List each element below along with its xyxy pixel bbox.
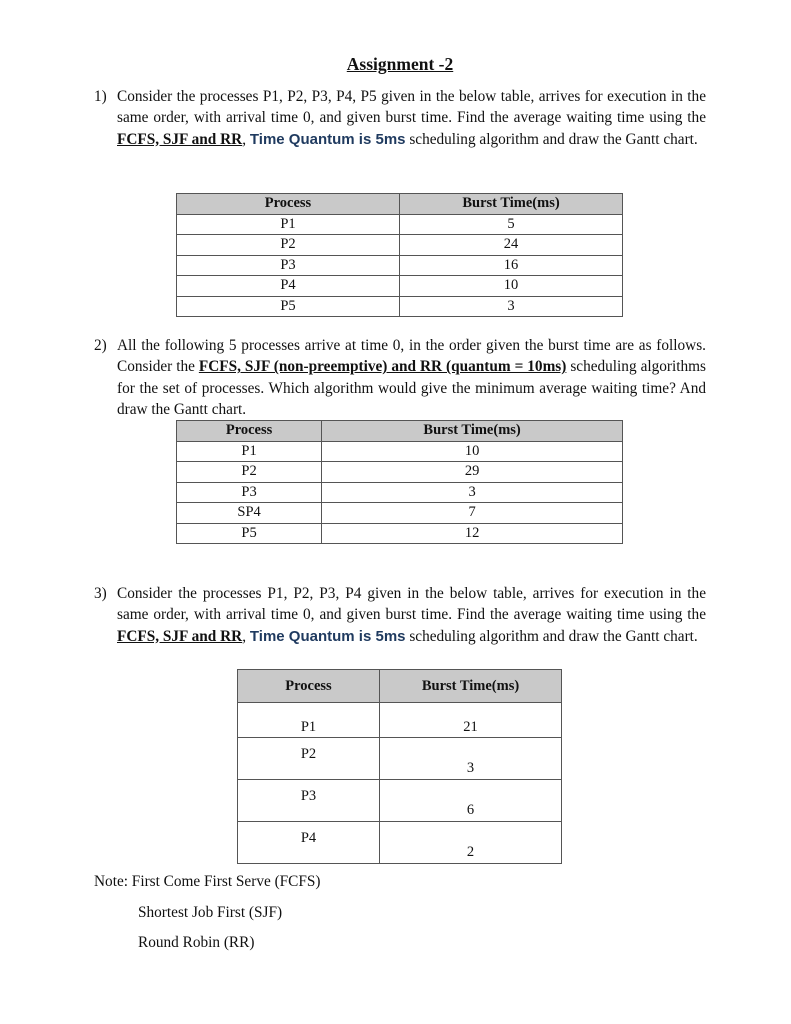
question-text-part: scheduling algorithm and draw the Gantt chart. bbox=[405, 627, 698, 645]
table-cell: P3 bbox=[177, 482, 322, 503]
table-row bbox=[177, 214, 623, 235]
question-text-part: , bbox=[242, 627, 250, 645]
table-row bbox=[238, 780, 562, 822]
question-2 bbox=[94, 335, 706, 420]
table-row bbox=[177, 523, 623, 544]
table-cell: 16 bbox=[400, 255, 623, 276]
table-cell: P4 bbox=[238, 822, 380, 864]
algorithms-emphasis: FCFS, SJF and RR bbox=[117, 627, 243, 645]
table-row bbox=[177, 235, 623, 256]
table-spacer-row bbox=[238, 703, 562, 718]
table-row bbox=[238, 822, 562, 864]
table-header-row bbox=[177, 194, 623, 215]
question-3 bbox=[94, 583, 706, 647]
algorithms-emphasis: FCFS, SJF and RR bbox=[117, 130, 243, 148]
process-table-2 bbox=[176, 420, 623, 544]
question-text bbox=[117, 335, 706, 420]
question-text bbox=[117, 583, 706, 647]
column-header: Process bbox=[177, 194, 400, 215]
table-cell: P3 bbox=[177, 255, 400, 276]
table-cell: P3 bbox=[238, 780, 380, 822]
question-text-part: scheduling algorithm and draw the Gantt chart. bbox=[405, 130, 698, 148]
table-cell: P2 bbox=[177, 462, 322, 483]
table-row bbox=[177, 296, 623, 317]
time-quantum-emphasis: Time Quantum is 5ms bbox=[249, 130, 406, 148]
question-text-part: scheduling algorithms for the set of processes. Which algorithm would give the minimum average waiting time? And draw the Gantt chart. bbox=[117, 358, 706, 418]
table-cell: P1 bbox=[177, 441, 322, 462]
table-row bbox=[238, 738, 562, 780]
note-line-sjf: Shortest Job First (SJF) bbox=[138, 904, 283, 921]
table-cell: P2 bbox=[177, 235, 400, 256]
question-text-part: Consider the processes P1, P2, P3, P4 given in the below table, arrives for execution in the same order, with arrival time 0, and given burst time. Find the average waiting time using the bbox=[117, 585, 706, 624]
table-cell: P5 bbox=[177, 296, 400, 317]
table-row bbox=[177, 276, 623, 297]
table-cell: 21 bbox=[380, 717, 562, 738]
table-cell: 2 bbox=[380, 822, 562, 864]
time-quantum-emphasis: Time Quantum is 5ms bbox=[249, 627, 406, 645]
column-header: Burst Time(ms) bbox=[400, 194, 623, 215]
question-number: 2) bbox=[94, 337, 107, 354]
table-row bbox=[177, 503, 623, 524]
table-row bbox=[238, 717, 562, 738]
process-table-1 bbox=[176, 193, 623, 317]
table-header-row bbox=[177, 421, 623, 442]
table-cell: 12 bbox=[322, 523, 623, 544]
question-text-part: Consider the processes P1, P2, P3, P4, P5 given in the below table, arrives for execution in the same order, with arrival time 0, and given burst time. Find the average waiting time using the bbox=[117, 88, 706, 127]
question-text-part: , bbox=[242, 130, 250, 148]
note-line-rr: Round Robin (RR) bbox=[138, 934, 255, 951]
table-row bbox=[177, 255, 623, 276]
table-cell: 24 bbox=[400, 235, 623, 256]
table-cell: SP4 bbox=[177, 503, 322, 524]
table-cell: 3 bbox=[322, 482, 623, 503]
table-cell: 10 bbox=[400, 276, 623, 297]
page-title: Assignment -2 bbox=[346, 54, 454, 74]
question-text-part: All the following 5 processes arrive at time 0, in the order given the burst time are as follows. Consider the bbox=[117, 337, 706, 376]
table-cell: P5 bbox=[177, 523, 322, 544]
algorithms-emphasis: FCFS, SJF (non-preemptive) and RR (quantum = 10ms) bbox=[198, 358, 567, 376]
table-cell: P2 bbox=[238, 738, 380, 780]
question-1 bbox=[94, 86, 706, 150]
table-cell: 29 bbox=[322, 462, 623, 483]
table-header-row bbox=[238, 670, 562, 703]
question-text bbox=[117, 86, 706, 150]
table-cell: 10 bbox=[322, 441, 623, 462]
process-table-3 bbox=[237, 669, 562, 864]
note-line-fcfs: Note: First Come First Serve (FCFS) bbox=[94, 873, 321, 890]
table-row bbox=[177, 441, 623, 462]
table-cell: P1 bbox=[238, 717, 380, 738]
table-cell: 3 bbox=[400, 296, 623, 317]
table-cell: P4 bbox=[177, 276, 400, 297]
table-cell: P1 bbox=[177, 214, 400, 235]
table-cell: 6 bbox=[380, 780, 562, 822]
table-row bbox=[177, 462, 623, 483]
table-cell: 3 bbox=[380, 738, 562, 780]
column-header: Burst Time(ms) bbox=[322, 421, 623, 442]
question-number: 3) bbox=[94, 585, 107, 602]
question-number: 1) bbox=[94, 88, 107, 105]
table-cell: 5 bbox=[400, 214, 623, 235]
column-header: Burst Time(ms) bbox=[380, 670, 562, 703]
column-header: Process bbox=[238, 670, 380, 703]
column-header: Process bbox=[177, 421, 322, 442]
table-cell: 7 bbox=[322, 503, 623, 524]
table-row bbox=[177, 482, 623, 503]
